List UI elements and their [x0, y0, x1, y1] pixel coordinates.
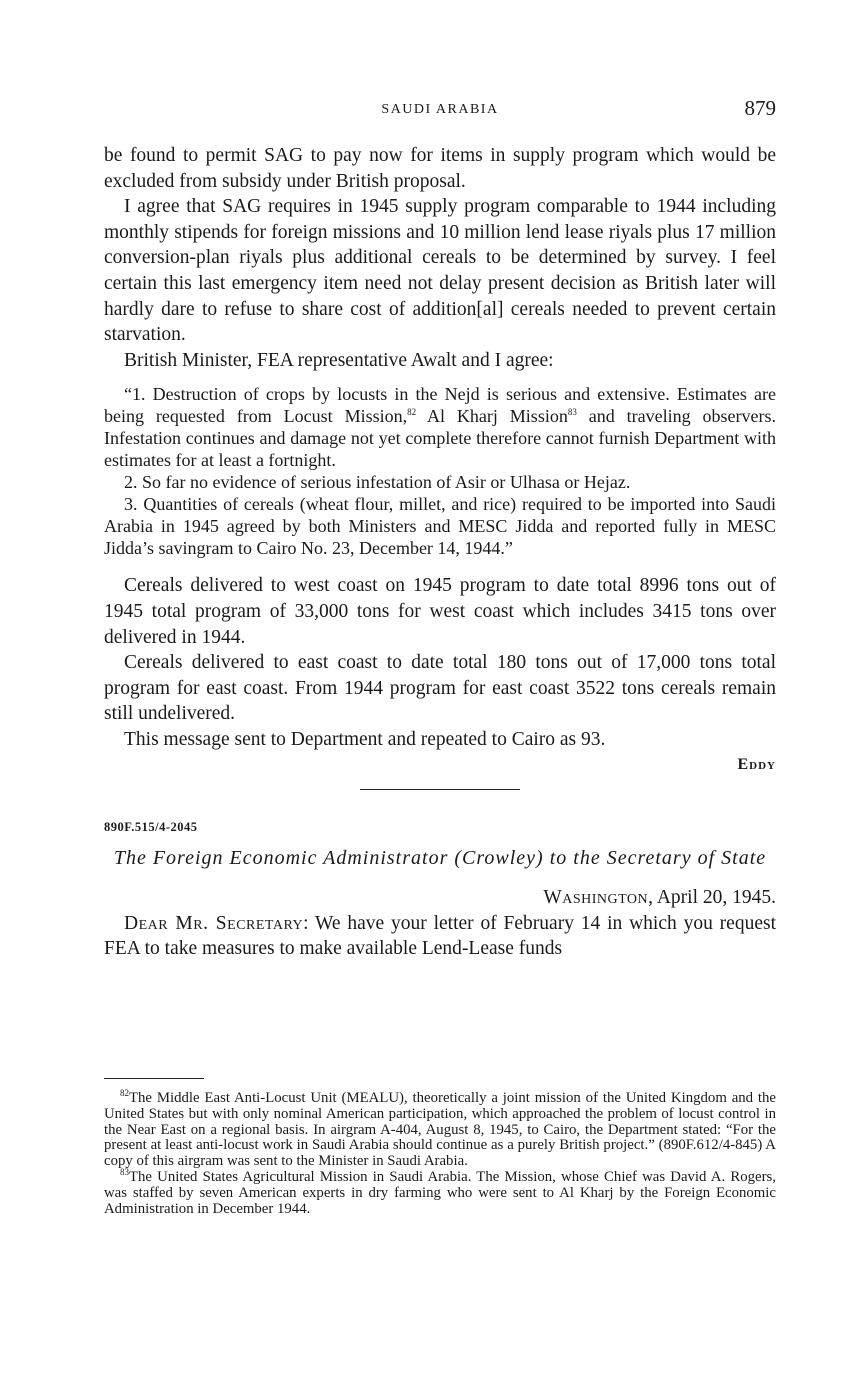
page-header: [104, 96, 776, 122]
quoted-agreement: [104, 383, 776, 559]
quote-item-2: 2. So far no evidence of serious infestation of Asir or Ulhasa or Hejaz.: [124, 472, 631, 493]
dateline-date: , April 20, 1945.: [648, 886, 776, 908]
signature: Eddy: [737, 755, 776, 773]
quote-item-3: 3. Quantities of cereals (wheat flour, millet, and rice) required to be imported into Saudi Arabia in 1945 agreed by both Ministers and MESC Jidda and reported fully in MESC Jidda’s savingram to Cairo No. 23, December 14, 1944.”: [104, 494, 776, 559]
quote-item-1-part-a: “1. Destruction of crops by locusts in the Nejd is serious and extensive. Estimates are being requested from Locust Mission,: [104, 384, 776, 427]
document-title: The Foreign Economic Administrator (Crowley) to the Secretary of State: [113, 846, 767, 869]
paragraph-repeated: This message sent to Department and repeated to Cairo as 93.: [124, 728, 606, 750]
footnote-ref-83[interactable]: 83: [567, 407, 577, 418]
dateline: [104, 885, 776, 911]
quote-item-1-part-c: and traveling observers. Infestation continues and damage not yet complete therefore cannot furnish Department with estimates for at least a fortnight.: [104, 406, 776, 471]
paragraph-west-coast: Cereals delivered to west coast on 1945 program to date total 8996 tons out of 1945 total program of 33,000 tons for west coast which includes 3415 tons over delivered in 1944.: [104, 575, 776, 648]
page-body: [104, 143, 776, 962]
salutation: Dear Mr. Secretary: [124, 912, 304, 934]
paragraph-continuation: be found to permit SAG to pay now for items in supply program which would be excluded from subsidy under British proposal.: [104, 145, 776, 192]
quote-item-1: [104, 383, 776, 471]
page-number: 879: [744, 96, 776, 120]
footnote-rule: [104, 1078, 204, 1079]
footnote-83: [104, 1167, 776, 1217]
footnote-marker: 83: [120, 1167, 129, 1178]
file-number: 890F.515/4-2045: [104, 819, 198, 834]
dateline-place: Washington: [543, 886, 649, 908]
footnote-text: The United States Agricultural Mission in Saudi Arabia. The Mission, whose Chief was David A. Rogers, was staffed by seven American experts in dry farming who were sent to Al Kharj by the Foreign Economic Administration in December 1944.: [104, 1168, 776, 1217]
footnote-ref-82[interactable]: 82: [407, 407, 417, 418]
letter-opening-text: : We have your letter of February 14 in which you request FEA to take measures to make available Lend-Lease funds: [104, 912, 776, 960]
paragraph-east-coast: Cereals delivered to east coast to date total 180 tons out of 17,000 tons total program for east coast. From 1944 program for east coast 3522 tons cereals remain still undelivered.: [104, 652, 776, 725]
footnote-marker: 82: [120, 1088, 129, 1099]
letter-opening: [104, 911, 776, 962]
paragraph-supply-program: I agree that SAG requires in 1945 supply program comparable to 1944 including monthly stipends for foreign missions and 10 million lend lease riyals plus 17 million conversion-plan riyals plus additional cereals to be determined by survey. I feel certain this last emergency item need not delay present decision as British later will hardly dare to refuse to share cost of addition[al] cereals needed to prevent certain starvation.: [104, 196, 776, 346]
paragraph-agreement-intro: British Minister, FEA representative Awalt and I agree:: [124, 349, 554, 371]
footnotes: [104, 1078, 776, 1217]
footnote-text: The Middle East Anti-Locust Unit (MEALU), theoretically a joint mission of the United Kingdom and the United States but with only nominal American participation, which approached the problem of locust control in the Near East on a regional basis. In airgram A-404, August 8, 1945, to Cairo, the Department stated: “For the present at least anti-locust work in Saudi Arabia should continue as a purely British project.” (890F.612/4-845) A copy of this airgram was sent to the Minister in Saudi Arabia.: [104, 1090, 776, 1170]
section-divider: [360, 789, 520, 790]
quote-item-1-part-b: Al Kharj Mission: [416, 406, 568, 427]
running-head: SAUDI ARABIA: [381, 102, 499, 117]
footnote-82: [104, 1088, 776, 1170]
